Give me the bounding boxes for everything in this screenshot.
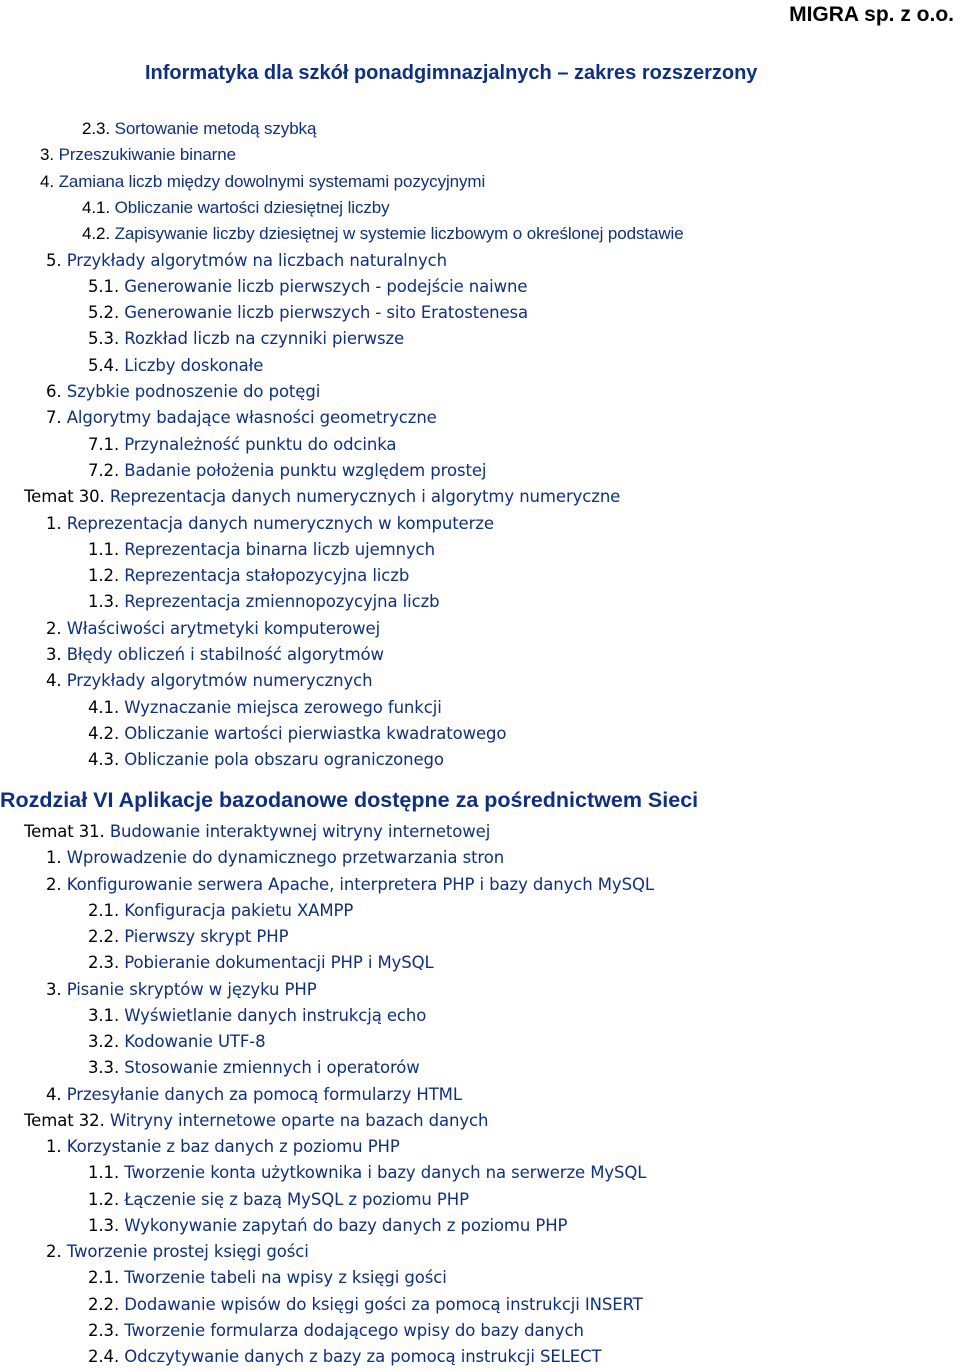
toc-entry-number: 2. bbox=[46, 618, 62, 638]
toc-entry-number: 6. bbox=[46, 382, 62, 401]
toc-entry-number: 5.4. bbox=[88, 355, 120, 375]
toc-entry-text: Reprezentacja zmiennopozycyjna liczb bbox=[124, 592, 440, 612]
toc-entry bbox=[46, 1241, 309, 1263]
toc-entry bbox=[24, 486, 620, 508]
toc-entry-text: Przynależność punktu do odcinka bbox=[124, 434, 397, 454]
toc-entry-number: Temat 30. bbox=[24, 487, 105, 507]
toc-entry bbox=[82, 118, 316, 140]
toc-entry-text: Reprezentacja danych numerycznych w komputerze bbox=[66, 513, 494, 533]
toc-entry-text: Obliczanie wartości pierwiastka kwadratowego bbox=[124, 723, 507, 743]
toc-entry bbox=[88, 434, 396, 456]
toc-entry-text: Liczby doskonałe bbox=[124, 355, 264, 375]
toc-entry-number: 1.1. bbox=[88, 1163, 120, 1183]
toc-entry bbox=[88, 1267, 447, 1289]
toc-entry-text: Pierwszy skrypt PHP bbox=[124, 927, 289, 946]
toc-entry-text: Przesyłanie danych za pomocą formularzy HTML bbox=[66, 1084, 462, 1104]
toc-entry-number: 1. bbox=[46, 848, 62, 868]
toc-entry bbox=[88, 1346, 602, 1368]
toc-entry-number: 4.1. bbox=[88, 697, 120, 717]
toc-entry-text: Badanie położenia punktu względem prostej bbox=[124, 460, 487, 480]
toc-entry bbox=[46, 513, 494, 535]
toc-entry bbox=[88, 302, 528, 324]
toc-entry bbox=[88, 565, 409, 587]
toc-entry-number: 1. bbox=[46, 513, 62, 533]
toc-entry-text: Wyznaczanie miejsca zerowego funkcji bbox=[124, 697, 442, 717]
toc-entry bbox=[88, 460, 486, 482]
toc-entry-number: 4.3. bbox=[88, 750, 120, 770]
toc-entry-text: Tworzenie tabeli na wpisy z księgi gości bbox=[124, 1268, 447, 1288]
toc-entry-text: Konfigurowanie serwera Apache, interpretera PHP i bazy danych MySQL bbox=[66, 874, 654, 894]
toc-entry bbox=[88, 355, 263, 377]
toc-entry bbox=[88, 1320, 584, 1342]
toc-entry-text: Algorytmy badające własności geometryczne bbox=[66, 408, 437, 428]
toc-entry bbox=[46, 618, 380, 640]
toc-entry bbox=[88, 1189, 469, 1211]
toc-entry bbox=[88, 952, 434, 974]
toc-entry-number: 1.2. bbox=[88, 566, 120, 586]
toc-entry-text: Zamiana liczb między dowolnymi systemami pozycyjnymi bbox=[58, 171, 486, 191]
toc-entry-text: Pisanie skryptów w języku PHP bbox=[66, 979, 317, 999]
toc-entry-text: Właściwości arytmetyki komputerowej bbox=[66, 618, 381, 638]
toc-entry bbox=[88, 328, 404, 350]
toc-entry-number: 2.4. bbox=[88, 1347, 120, 1366]
toc-entry-text: Odczytywanie danych z bazy za pomocą instrukcji SELECT bbox=[124, 1347, 602, 1366]
toc-entry bbox=[88, 1057, 420, 1079]
toc-entry bbox=[24, 1110, 488, 1132]
toc-entry-text: Przykłady algorytmów na liczbach naturalnych bbox=[66, 250, 448, 270]
toc-entry-number: 5. bbox=[46, 250, 62, 270]
toc-entry-text: Reprezentacja danych numerycznych i algorytmy numeryczne bbox=[109, 487, 621, 507]
toc-entry bbox=[88, 539, 435, 561]
toc-entry bbox=[46, 644, 384, 666]
toc-entry-number: 2.2. bbox=[88, 927, 120, 946]
toc-entry bbox=[88, 1005, 426, 1027]
toc-entry-number: 4. bbox=[46, 671, 62, 691]
toc-entry-text: Przeszukiwanie binarne bbox=[58, 145, 236, 165]
company-name: MIGRA sp. z o.o. bbox=[789, 3, 954, 26]
toc-entry bbox=[88, 591, 440, 613]
toc-entry bbox=[46, 670, 372, 692]
toc-entry-text: Obliczanie pola obszaru ograniczonego bbox=[124, 750, 444, 770]
toc-entry bbox=[88, 1294, 643, 1316]
toc-entry-number: 5.2. bbox=[88, 303, 120, 323]
toc-entry-number: 1.1. bbox=[88, 539, 120, 559]
toc-entry bbox=[88, 276, 527, 298]
toc-entry bbox=[46, 1084, 462, 1106]
toc-entry-number: 2.1. bbox=[88, 900, 120, 920]
toc-entry-number: 2. bbox=[46, 874, 62, 894]
toc-entry bbox=[88, 900, 353, 922]
toc-entry-text: Tworzenie formularza dodającego wpisy do bazy danych bbox=[124, 1320, 584, 1340]
toc-entry bbox=[46, 847, 504, 869]
toc-entry-text: Kodowanie UTF-8 bbox=[124, 1032, 266, 1051]
toc-entry-number: 4.1. bbox=[82, 197, 110, 217]
toc-entry-number: Temat 31. bbox=[24, 822, 105, 841]
toc-entry-text: Witryny internetowe oparte na bazach danych bbox=[109, 1110, 489, 1130]
toc-entry-number: 4. bbox=[46, 1084, 62, 1104]
toc-entry-text: Przykłady algorytmów numerycznych bbox=[66, 671, 373, 691]
toc-entry-text: Reprezentacja stałopozycyjna liczb bbox=[124, 566, 410, 586]
toc-entry bbox=[40, 144, 236, 166]
toc-entry-text: Zapisywanie liczby dziesiętnej w systemie liczbowym o określonej podstawie bbox=[114, 224, 684, 244]
toc-entry-number: 4.2. bbox=[88, 723, 120, 743]
toc-entry bbox=[88, 926, 288, 948]
toc-entry bbox=[46, 874, 654, 896]
toc-entry bbox=[88, 1162, 646, 1184]
toc-entry-number: 3. bbox=[40, 145, 54, 165]
toc-entry bbox=[46, 979, 317, 1001]
toc-entry-number: 1. bbox=[46, 1137, 62, 1156]
toc-entry-number: 4. bbox=[40, 171, 54, 191]
toc-entry-text: Sortowanie metodą szybką bbox=[114, 119, 317, 138]
toc-entry-number: 1.3. bbox=[88, 1215, 120, 1235]
toc-entry-text: Dodawanie wpisów do księgi gości za pomocą instrukcji INSERT bbox=[124, 1294, 643, 1314]
toc-entry bbox=[46, 250, 447, 272]
toc-entry-number: 7.2. bbox=[88, 460, 120, 480]
toc-entry-text: Błędy obliczeń i stabilność algorytmów bbox=[66, 645, 384, 664]
toc-entry-number: 3. bbox=[46, 979, 62, 999]
toc-entry-text: Konfiguracja pakietu XAMPP bbox=[124, 900, 354, 920]
toc-entry-text: Rozkład liczb na czynniki pierwsze bbox=[124, 329, 405, 349]
toc-entry-text: Reprezentacja binarna liczb ujemnych bbox=[124, 539, 436, 559]
header-title: Informatyka dla szkół ponadgimnazjalnych – zakres rozszerzony bbox=[145, 62, 758, 84]
toc-entry-text: Tworzenie prostej księgi gości bbox=[66, 1242, 309, 1261]
toc-entry-text: Obliczanie wartości dziesiętnej liczby bbox=[114, 197, 390, 217]
toc-entry-number: 3.2. bbox=[88, 1032, 120, 1051]
chapter-heading: Rozdział VI Aplikacje bazodanowe dostępne za pośrednictwem Sieci bbox=[0, 788, 699, 812]
toc-entry bbox=[82, 223, 684, 245]
toc-entry-text: Generowanie liczb pierwszych - sito Eratostenesa bbox=[124, 303, 529, 323]
toc-entry-text: Wykonywanie zapytań do bazy danych z poziomu PHP bbox=[124, 1215, 568, 1235]
toc-entry-number: 1.3. bbox=[88, 592, 120, 612]
toc-entry-number: 2.3. bbox=[88, 1320, 120, 1340]
toc-entry-number: 3. bbox=[46, 645, 62, 664]
toc-entry-number: 2.3. bbox=[88, 953, 120, 973]
toc-entry-text: Wprowadzenie do dynamicznego przetwarzania stron bbox=[66, 848, 505, 868]
toc-entry-number: 4.2. bbox=[82, 224, 110, 244]
toc-entry-number: 1.2. bbox=[88, 1189, 120, 1209]
toc-entry-text: Generowanie liczb pierwszych - podejście naiwne bbox=[124, 276, 528, 296]
toc-entry bbox=[40, 171, 485, 193]
toc-entry-number: 2.3. bbox=[82, 119, 110, 138]
toc-entry bbox=[46, 1136, 400, 1158]
toc-entry-number: 3.1. bbox=[88, 1005, 120, 1025]
toc-entry-number: 5.1. bbox=[88, 276, 120, 296]
toc-entry-text: Pobieranie dokumentacji PHP i MySQL bbox=[124, 953, 434, 973]
toc-entry-number: 2.2. bbox=[88, 1294, 120, 1314]
toc-entry bbox=[88, 723, 506, 745]
toc-entry bbox=[82, 197, 390, 219]
toc-entry-number: Temat 32. bbox=[24, 1110, 105, 1130]
toc-entry-text: Łączenie się z bazą MySQL z poziomu PHP bbox=[124, 1189, 469, 1209]
toc-entry-number: 5.3. bbox=[88, 329, 120, 349]
toc-entry-text: Budowanie interaktywnej witryny internetowej bbox=[109, 822, 491, 841]
toc-entry bbox=[46, 407, 437, 429]
toc-entry bbox=[88, 1215, 567, 1237]
toc-entry-number: 2.1. bbox=[88, 1268, 120, 1288]
toc-entry-text: Szybkie podnoszenie do potęgi bbox=[66, 382, 321, 401]
toc-entry bbox=[88, 1031, 266, 1053]
toc-entry bbox=[24, 821, 490, 843]
toc-entry-number: 3.3. bbox=[88, 1058, 120, 1078]
toc-entry-text: Tworzenie konta użytkownika i bazy danych na serwerze MySQL bbox=[124, 1163, 647, 1183]
toc-entry-text: Korzystanie z baz danych z poziomu PHP bbox=[66, 1137, 400, 1156]
toc-entry bbox=[46, 381, 320, 403]
toc-entry-number: 2. bbox=[46, 1242, 62, 1261]
toc-entry bbox=[88, 697, 442, 719]
toc-entry-text: Stosowanie zmiennych i operatorów bbox=[124, 1058, 420, 1078]
toc-entry bbox=[88, 749, 444, 771]
toc-entry-number: 7.1. bbox=[88, 434, 120, 454]
toc-entry-text: Wyświetlanie danych instrukcją echo bbox=[124, 1005, 427, 1025]
toc-entry-number: 7. bbox=[46, 408, 62, 428]
